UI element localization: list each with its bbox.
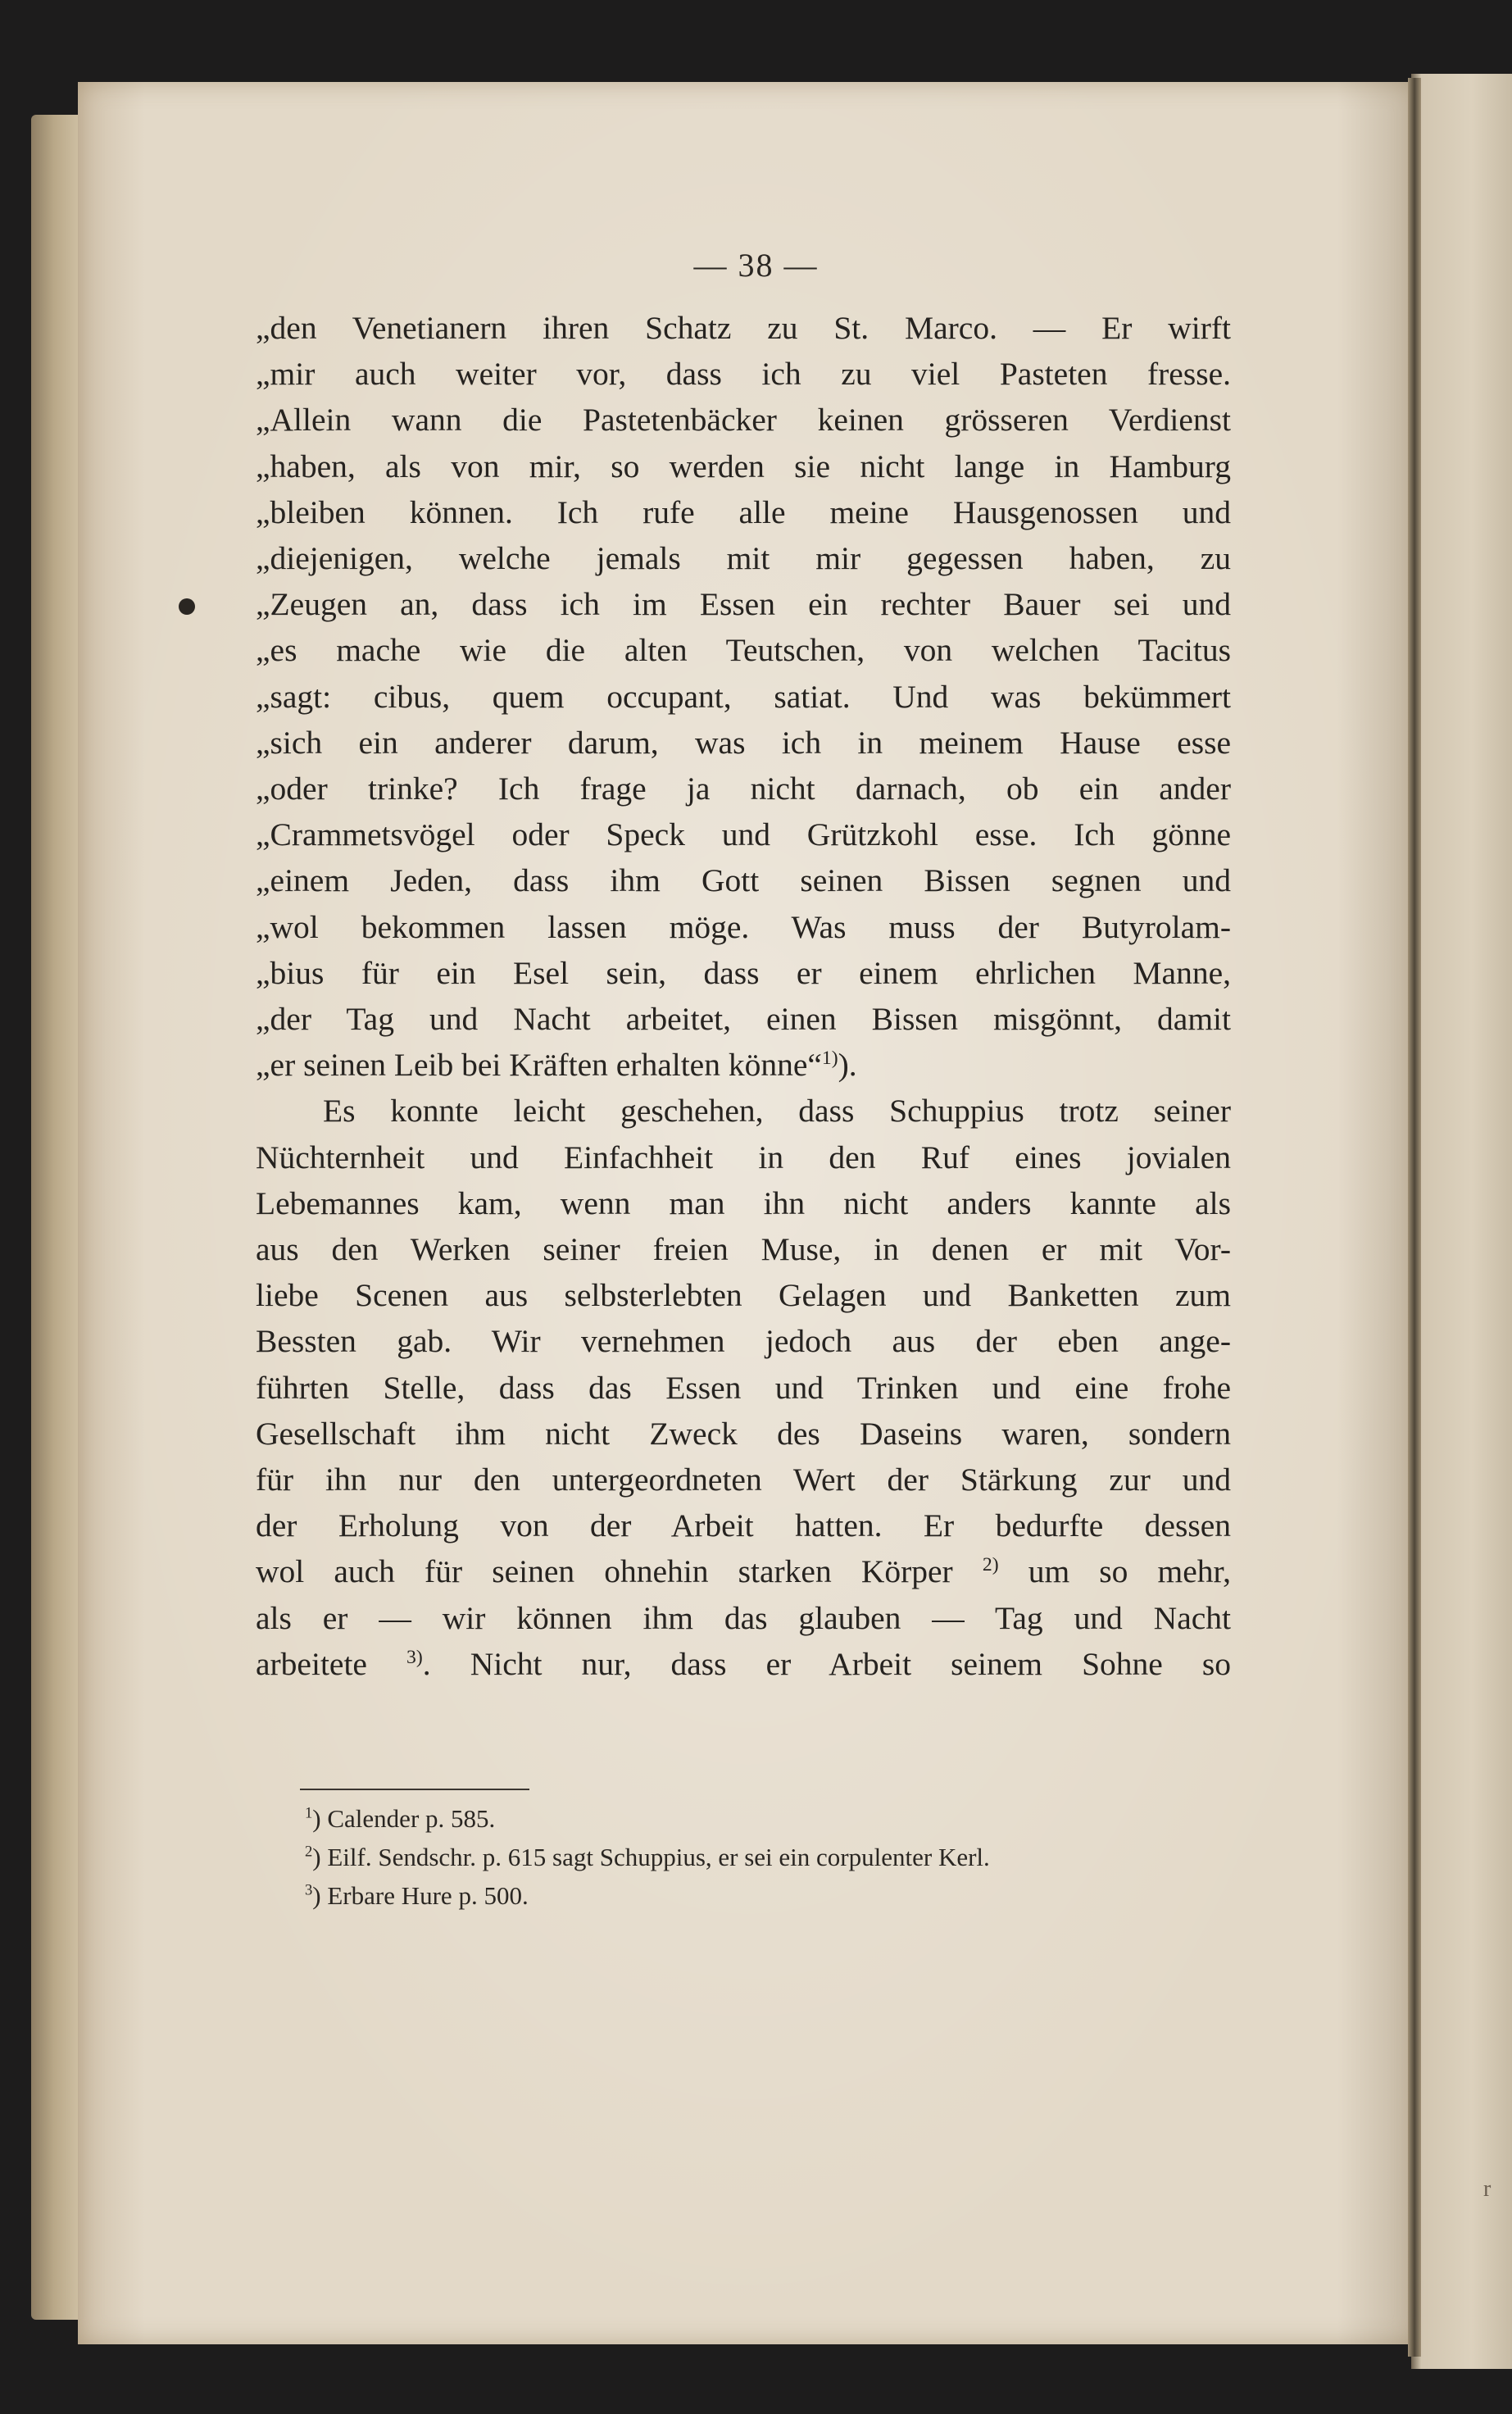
margin-mark: r xyxy=(1483,2176,1492,2202)
footnote-text: ) Calender p. 585. xyxy=(312,1804,496,1833)
text-line: „Zeugen an, dass ich im Essen ein rechter Bauer sei und xyxy=(256,586,1231,623)
text-line: „haben, als von mir, so werden sie nicht lange in Hamburg xyxy=(256,448,1231,484)
text-line: aus den Werken seiner freien Muse, in denen er mit Vor- xyxy=(256,1231,1231,1268)
text-line: führten Stelle, dass das Essen und Trinken und eine frohe xyxy=(256,1369,1231,1406)
book-gutter xyxy=(1408,78,1421,2357)
text-line: Gesellschaft ihm nicht Zweck des Daseins waren, sondern xyxy=(256,1415,1231,1452)
footnote-ref: 2) xyxy=(982,1554,999,1576)
text-line: für ihn nur den untergeordneten Wert der Stärkung zur und xyxy=(256,1462,1231,1498)
line-part: um so mehr, xyxy=(1028,1553,1231,1590)
text-line: Es konnte leicht geschehen, dass Schuppius trotz seiner xyxy=(323,1093,1231,1130)
line-part: arbeitete xyxy=(256,1645,367,1682)
footnote xyxy=(305,1799,990,1838)
text-line: „einem Jeden, dass ihm Gott seinen Bissen segnen und xyxy=(256,862,1231,899)
facing-page xyxy=(1411,74,1512,2369)
footnotes xyxy=(305,1799,990,1915)
body-text xyxy=(256,305,1231,1687)
page-number: — 38 — xyxy=(693,247,819,284)
footnote-ref: 3) xyxy=(406,1646,423,1668)
text-line: „Crammetsvögel oder Speck und Grützkohl esse. Ich gönne xyxy=(256,816,1231,853)
text-line: „bleiben können. Ich rufe alle meine Hausgenossen und xyxy=(256,493,1231,530)
text-line: „der Tag und Nacht arbeitet, einen Bissen misgönnt, damit xyxy=(256,1001,1231,1038)
text-line xyxy=(256,1042,1231,1088)
footnote-number: 1 xyxy=(305,1804,313,1822)
footnote-number: 3 xyxy=(305,1881,313,1899)
text-line: als er — wir können ihm das glauben — Tag und Nacht xyxy=(256,1599,1231,1636)
text-line: liebe Scenen aus selbsterlebten Gelagen und Banketten zum xyxy=(256,1277,1231,1314)
text-line: Nüchternheit und Einfachheit in den Ruf eines jovialen xyxy=(256,1139,1231,1175)
line-part: wol auch für seinen ohnehin starken Körper xyxy=(256,1553,953,1590)
punct: ). xyxy=(838,1047,857,1084)
footnote-text: ) Erbare Hure p. 500. xyxy=(312,1881,529,1910)
footnote-text: ) Eilf. Sendschr. p. 615 sagt Schuppius, er sei ein corpulenter Kerl. xyxy=(312,1843,990,1871)
text-line: „sagt: cibus, quem occupant, satiat. Und was bekümmert xyxy=(256,678,1231,715)
footnote xyxy=(305,1876,990,1915)
text-line: „wol bekommen lassen möge. Was muss der Butyrolam- xyxy=(256,908,1231,945)
text-line: „Allein wann die Pastetenbäcker keinen grösseren Verdienst xyxy=(256,402,1231,439)
text-line xyxy=(256,1548,1231,1594)
text-line: „sich ein anderer darum, was ich in meinem Hause esse xyxy=(256,724,1231,761)
footnote-ref: 1) xyxy=(821,1048,838,1070)
line-part: . Nicht nur, dass er Arbeit seinem Sohne so xyxy=(422,1645,1232,1682)
text-line xyxy=(256,1641,1231,1687)
text-line: „diejenigen, welche jemals mit mir gegessen haben, zu xyxy=(256,540,1231,577)
text-line: Bessten gab. Wir vernehmen jedoch aus der eben ange- xyxy=(256,1323,1231,1360)
footnote-number: 2 xyxy=(305,1843,313,1861)
ink-dot xyxy=(179,598,195,615)
text-line: „den Venetianern ihren Schatz zu St. Marco. — Er wirft xyxy=(256,310,1231,346)
text-line: der Erholung von der Arbeit hatten. Er bedurfte dessen xyxy=(256,1507,1231,1544)
text-line: „es mache wie die alten Teutschen, von welchen Tacitus xyxy=(256,632,1231,669)
text-line: „mir auch weiter vor, dass ich zu viel Pasteten fresse. xyxy=(256,356,1231,393)
text-line: „oder trinke? Ich frage ja nicht darnach, ob ein ander xyxy=(256,771,1231,807)
quote-end: „er seinen Leib bei Kräften erhalten könne“ xyxy=(256,1047,822,1084)
text-line: „bius für ein Esel sein, dass er einem ehrlichen Manne, xyxy=(256,954,1231,991)
footnote-rule xyxy=(300,1789,529,1790)
text-line: Lebemannes kam, wenn man ihn nicht anders kannte als xyxy=(256,1184,1231,1221)
footnote xyxy=(305,1838,990,1876)
